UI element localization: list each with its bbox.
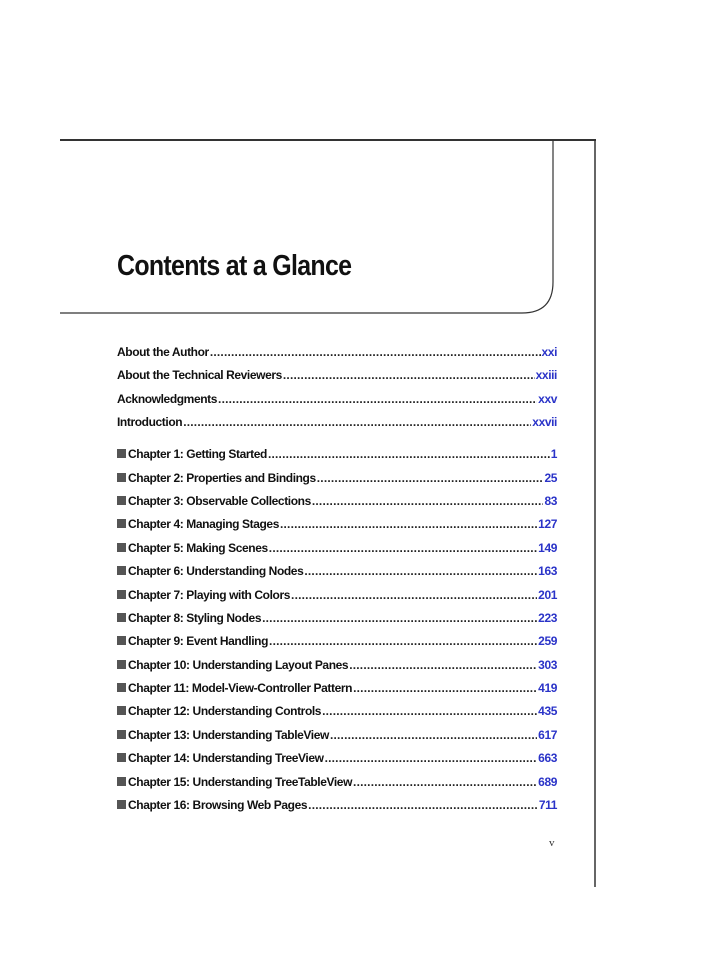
toc-chapter-entry[interactable] bbox=[117, 611, 557, 634]
toc-chapter-entry[interactable] bbox=[117, 494, 557, 517]
toc-chapter-entry[interactable] bbox=[117, 775, 557, 798]
toc-page-number[interactable]: xxv bbox=[538, 391, 557, 406]
chapter-list bbox=[117, 447, 557, 821]
toc-page-number[interactable]: 663 bbox=[538, 751, 557, 766]
toc-page-number[interactable]: 419 bbox=[538, 681, 557, 696]
dot-leader bbox=[210, 345, 541, 359]
toc-chapter-entry[interactable] bbox=[117, 564, 557, 587]
toc-page-number[interactable]: 163 bbox=[538, 564, 557, 579]
toc-entry-label: Chapter 11: Model-View-Controller Pattern bbox=[128, 681, 353, 696]
dot-leader bbox=[262, 611, 537, 625]
square-bullet-icon bbox=[117, 777, 126, 786]
toc-entry-label: Chapter 2: Properties and Bindings bbox=[128, 470, 316, 485]
toc-entry-label: Chapter 6: Understanding Nodes bbox=[128, 564, 304, 579]
toc-page-number[interactable]: xxiii bbox=[535, 368, 557, 383]
square-bullet-icon bbox=[117, 519, 126, 528]
toc-page-number[interactable]: 149 bbox=[538, 540, 557, 555]
toc-entry-label: Chapter 5: Making Scenes bbox=[128, 540, 268, 555]
square-bullet-icon bbox=[117, 683, 126, 692]
dot-leader bbox=[330, 728, 537, 742]
toc-chapter-entry[interactable] bbox=[117, 634, 557, 657]
square-bullet-icon bbox=[117, 613, 126, 622]
toc-page-number[interactable]: 435 bbox=[538, 704, 557, 719]
toc-chapter-entry[interactable] bbox=[117, 517, 557, 540]
dot-leader bbox=[353, 681, 537, 695]
dot-leader bbox=[283, 368, 535, 382]
toc-page-number[interactable]: 83 bbox=[544, 493, 557, 508]
toc-page-number[interactable]: 223 bbox=[538, 610, 557, 625]
title-box-curve bbox=[60, 140, 553, 313]
toc-entry-label: Introduction bbox=[117, 414, 183, 429]
front-matter-list bbox=[117, 345, 557, 438]
dot-leader bbox=[291, 588, 537, 602]
toc-entry-label: Chapter 14: Understanding TreeView bbox=[128, 751, 324, 766]
dot-leader bbox=[312, 494, 544, 508]
dot-leader bbox=[308, 798, 538, 812]
toc-page-number[interactable]: 201 bbox=[538, 587, 557, 602]
dot-leader bbox=[269, 634, 537, 648]
toc-page-number[interactable]: 303 bbox=[538, 657, 557, 672]
toc-entry-label: Chapter 16: Browsing Web Pages bbox=[128, 798, 308, 813]
toc-front-entry[interactable] bbox=[117, 415, 557, 438]
toc-entry-label: About the Author bbox=[117, 345, 209, 359]
toc-page-number[interactable]: 711 bbox=[538, 798, 557, 813]
dot-leader bbox=[349, 658, 537, 672]
toc-entry-label: Acknowledgments bbox=[117, 391, 218, 406]
toc-chapter-entry[interactable] bbox=[117, 681, 557, 704]
toc-entry-label: Chapter 9: Event Handling bbox=[128, 634, 269, 649]
square-bullet-icon bbox=[117, 800, 126, 809]
dot-leader bbox=[268, 447, 550, 461]
dot-leader bbox=[218, 392, 537, 406]
square-bullet-icon bbox=[117, 636, 126, 645]
square-bullet-icon bbox=[117, 496, 126, 505]
toc-page-number[interactable]: 1 bbox=[550, 447, 557, 462]
dot-leader bbox=[325, 751, 538, 765]
toc-chapter-entry[interactable] bbox=[117, 751, 557, 774]
dot-leader bbox=[280, 517, 537, 531]
toc-entry-label: Chapter 10: Understanding Layout Panes bbox=[128, 657, 349, 672]
toc-front-entry[interactable] bbox=[117, 345, 557, 368]
toc-entry-label: Chapter 1: Getting Started bbox=[128, 447, 267, 462]
toc-chapter-entry[interactable] bbox=[117, 447, 557, 470]
toc-page-number[interactable]: 127 bbox=[538, 517, 557, 532]
toc-page-number[interactable]: xxi bbox=[541, 345, 557, 359]
toc-front-entry[interactable] bbox=[117, 392, 557, 415]
dot-leader bbox=[353, 775, 537, 789]
square-bullet-icon bbox=[117, 543, 126, 552]
table-of-contents bbox=[117, 345, 557, 821]
toc-entry-label: Chapter 12: Understanding Controls bbox=[128, 704, 322, 719]
toc-entry-label: Chapter 4: Managing Stages bbox=[128, 517, 279, 532]
toc-entry-label: Chapter 3: Observable Collections bbox=[128, 493, 311, 508]
dot-leader bbox=[183, 415, 531, 429]
toc-chapter-entry[interactable] bbox=[117, 471, 557, 494]
dot-leader bbox=[317, 471, 544, 485]
toc-chapter-entry[interactable] bbox=[117, 658, 557, 681]
toc-chapter-entry[interactable] bbox=[117, 798, 557, 821]
square-bullet-icon bbox=[117, 706, 126, 715]
dot-leader bbox=[322, 704, 537, 718]
page-folio: v bbox=[549, 837, 555, 849]
toc-entry-label: Chapter 7: Playing with Colors bbox=[128, 587, 291, 602]
square-bullet-icon bbox=[117, 590, 126, 599]
toc-page-number[interactable]: xxvii bbox=[532, 414, 557, 429]
square-bullet-icon bbox=[117, 473, 126, 482]
toc-page-number[interactable]: 617 bbox=[538, 727, 557, 742]
toc-page-number[interactable]: 689 bbox=[538, 774, 557, 789]
page-title: Contents at a Glance bbox=[117, 250, 352, 282]
square-bullet-icon bbox=[117, 566, 126, 575]
toc-chapter-entry[interactable] bbox=[117, 541, 557, 564]
square-bullet-icon bbox=[117, 753, 126, 762]
square-bullet-icon bbox=[117, 730, 126, 739]
toc-page-number[interactable]: 25 bbox=[544, 470, 557, 485]
toc-entry-label: Chapter 15: Understanding TreeTableView bbox=[128, 774, 353, 789]
toc-chapter-entry[interactable] bbox=[117, 588, 557, 611]
square-bullet-icon bbox=[117, 449, 126, 458]
toc-entry-label: Chapter 8: Styling Nodes bbox=[128, 610, 262, 625]
square-bullet-icon bbox=[117, 660, 126, 669]
toc-entry-label: Chapter 13: Understanding TableView bbox=[128, 727, 329, 742]
toc-chapter-entry[interactable] bbox=[117, 728, 557, 751]
toc-page-number[interactable]: 259 bbox=[538, 634, 557, 649]
dot-leader bbox=[269, 541, 537, 555]
toc-entry-label: About the Technical Reviewers bbox=[117, 368, 282, 383]
dot-leader bbox=[304, 564, 537, 578]
toc-front-entry[interactable] bbox=[117, 368, 557, 391]
toc-chapter-entry[interactable] bbox=[117, 704, 557, 727]
